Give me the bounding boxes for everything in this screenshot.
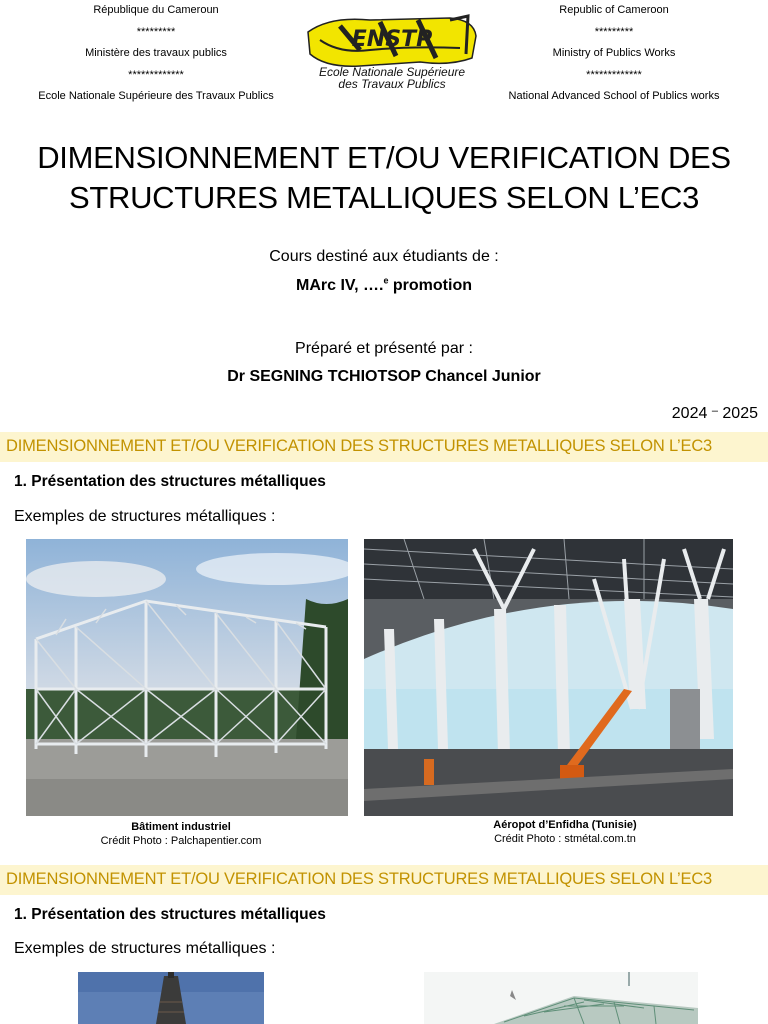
audience-superscript: e [383, 275, 389, 286]
audience-label: Cours destiné aux étudiants de : [269, 248, 499, 265]
year-separator: – [711, 405, 718, 417]
audience-level: MArc IV, …. [296, 277, 384, 294]
steel-canopy-photo [424, 972, 698, 1024]
industrial-building-photo [26, 539, 348, 816]
header-right-country: Republic of Cameroon [559, 4, 669, 16]
header-right-column [496, 0, 732, 108]
header-right-stars: ************* [586, 68, 642, 81]
section-heading: 1. Présentation des structures métalliques [14, 473, 326, 490]
audience-suffix: promotion [388, 277, 472, 294]
caption-title: Bâtiment industriel [131, 821, 231, 833]
header-left-stars: ********* [136, 25, 176, 38]
course-title [0, 138, 768, 218]
header-left-country: République du Cameroun [93, 4, 219, 16]
header-right-school: National Advanced School of Publics works [508, 90, 720, 102]
logo-line1: Ecole Nationale Supérieure [318, 65, 466, 79]
audience-value [0, 277, 768, 295]
examples-label: Exemples de structures métalliques : [14, 940, 276, 957]
author-label: Préparé et présenté par : [295, 340, 473, 357]
airport-photo [364, 539, 733, 816]
header-left-ministry: Ministère des travaux publics [85, 47, 227, 59]
academic-year [672, 405, 758, 423]
header-right-stars: ********* [594, 25, 634, 38]
year-start: 2024 [671, 405, 708, 422]
slide-banner [0, 865, 768, 895]
author-name: Dr SEGNING TCHIOTSOP Chancel Junior [227, 368, 541, 385]
photo-caption [26, 820, 336, 848]
course-title-line1: DIMENSIONNEMENT ET/OU VERIFICATION DES [37, 140, 731, 175]
logo-acronym: ENSTP [351, 27, 433, 52]
enstp-logo [300, 10, 482, 92]
logo-line2: des Travaux Publics [338, 77, 446, 91]
caption-credit: Crédit Photo : stmétal.com.tn [494, 833, 636, 845]
section-heading: 1. Présentation des structures métalliques [14, 906, 326, 923]
slide-banner [0, 432, 768, 462]
caption-title: Aéropot d’Enfidha (Tunisie) [493, 819, 637, 831]
year-end: 2025 [722, 405, 758, 422]
header-left-school: Ecole Nationale Supérieure des Travaux Publics [38, 90, 274, 102]
slide-banner-text: DIMENSIONNEMENT ET/OU VERIFICATION DES STRUCTURES METALLIQUES SELON L’EC3 [6, 437, 713, 455]
slide-banner-text: DIMENSIONNEMENT ET/OU VERIFICATION DES STRUCTURES METALLIQUES SELON L’EC3 [6, 870, 713, 888]
eiffel-tower-photo [78, 972, 264, 1024]
header-left-column [20, 0, 292, 108]
examples-label: Exemples de structures métalliques : [14, 508, 276, 525]
header-left-stars: ************* [128, 68, 184, 81]
course-title-line2: STRUCTURES METALLIQUES SELON L’EC3 [68, 180, 700, 215]
photo-caption [364, 818, 766, 846]
header-right-ministry: Ministry of Publics Works [552, 47, 676, 59]
caption-credit: Crédit Photo : Palchapentier.com [100, 835, 262, 847]
